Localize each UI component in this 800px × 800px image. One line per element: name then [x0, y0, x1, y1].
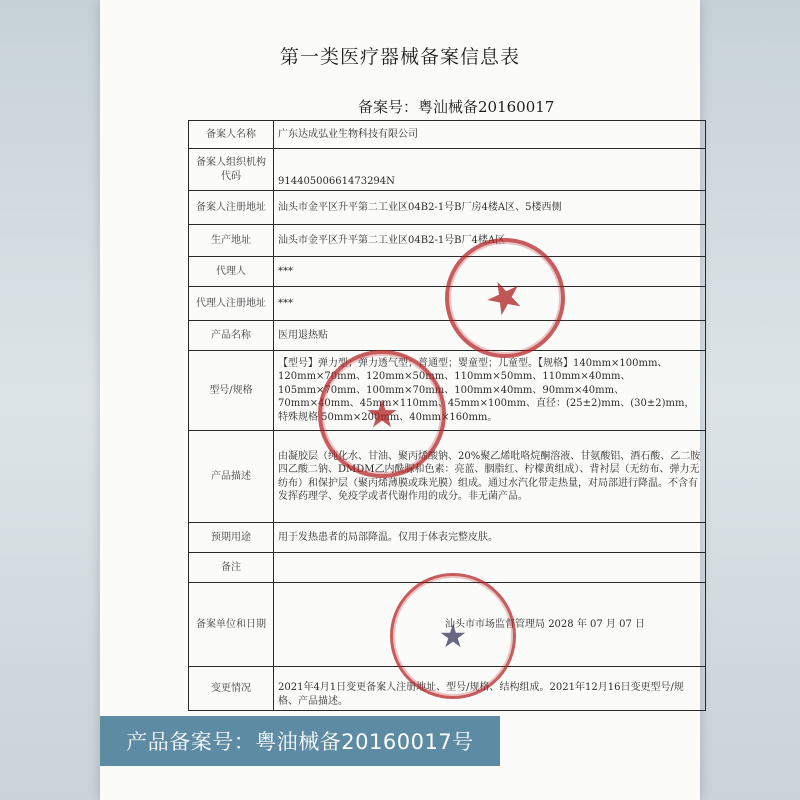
row-label: 备案单位和日期: [189, 583, 274, 667]
table-row: [189, 431, 706, 523]
star-icon: ★: [476, 266, 534, 329]
row-label: 备案人注册地址: [189, 191, 274, 225]
row-value: 【型号】弹力型；弹力透气型；普通型；婴童型；儿童型。【规格】140mm×100mm、120mm×70mm、120mm×50mm、110mm×50mm、110mm×40mm、105mm×70mm、100mm×70mm、100mm×40mm、90mm×40mm、70mm×40mm、45mm×110mm、45mm×100mm、直径：(25±2)mm、(30±2)mm，特殊规格 50mm×200mm、40mm×160mm。: [274, 351, 706, 431]
row-label: 代理人: [189, 257, 274, 287]
row-label: 备案人名称: [189, 121, 274, 149]
record-number-banner: [100, 716, 500, 766]
row-value: ***: [274, 257, 706, 287]
table-row: [189, 351, 706, 431]
star-icon: ★: [438, 617, 468, 655]
row-value: ***: [274, 287, 706, 321]
row-label: 备案人组织机构代码: [189, 149, 274, 191]
row-label: 生产地址: [189, 225, 274, 257]
row-value: 用于发热患者的局部降温。仅用于体表完整皮肤。: [274, 523, 706, 553]
table-row: [189, 121, 706, 149]
document-title: 第一类医疗器械备案信息表: [279, 46, 520, 68]
authority-seal-stamp: [390, 573, 516, 699]
row-value: 由凝胶层（纯化水、甘油、聚丙烯酸钠、20%聚乙烯吡咯烷酮溶液、甘氨酸铝、酒石酸、乙二胺四乙酸二钠、DMDM乙内酰脲和色素：亮蓝、胭脂红、柠檬黄组成）、背衬层（无纺布、弹力无纺布）和保护层（聚丙烯薄膜或珠光膜）组成。通过水汽化带走热量，对局部进行降温。不含有发挥药理学、免疫学或者代谢作用的成分。非无菌产品。: [274, 431, 706, 523]
company-seal-stamp: [318, 350, 446, 478]
row-label: 备注: [189, 553, 274, 583]
table-row: [189, 149, 706, 191]
row-value: 医用退热贴: [274, 321, 706, 351]
row-label: 产品描述: [189, 431, 274, 523]
row-label: 代理人注册地址: [189, 287, 274, 321]
banner-text: 产品备案号：粤油械备20160017号: [126, 730, 474, 754]
row-value: 广东达成弘业生物科技有限公司: [274, 121, 706, 149]
row-label: 型号/规格: [189, 351, 274, 431]
row-value: 汕头市金平区升平第二工业区04B2-1号B厂房4楼A区、5楼西侧: [274, 191, 706, 225]
row-value: 汕头市金平区升平第二工业区04B2-1号B厂4楼A区: [274, 225, 706, 257]
table-row: [189, 225, 706, 257]
row-value: 2021年4月1日变更备案人注册地址、型号/规格、结构组成。2021年12月16日变更型号/规格、产品描述。: [274, 667, 706, 711]
row-value: 91440500661473294N: [274, 149, 706, 191]
row-label: 产品名称: [189, 321, 274, 351]
row-label: 预期用途: [189, 523, 274, 553]
row-value: 汕头市市场监督管理局 2028 年 07 月 07 日: [274, 583, 706, 667]
table-row: [189, 191, 706, 225]
star-icon: ★: [364, 392, 400, 436]
table-row: [189, 523, 706, 553]
row-value: [274, 553, 706, 583]
record-number: 备案号：粤汕械备20160017: [358, 98, 555, 116]
row-label: 变更情况: [189, 667, 274, 711]
table-row: [189, 321, 706, 351]
document-sheet: [100, 0, 700, 800]
